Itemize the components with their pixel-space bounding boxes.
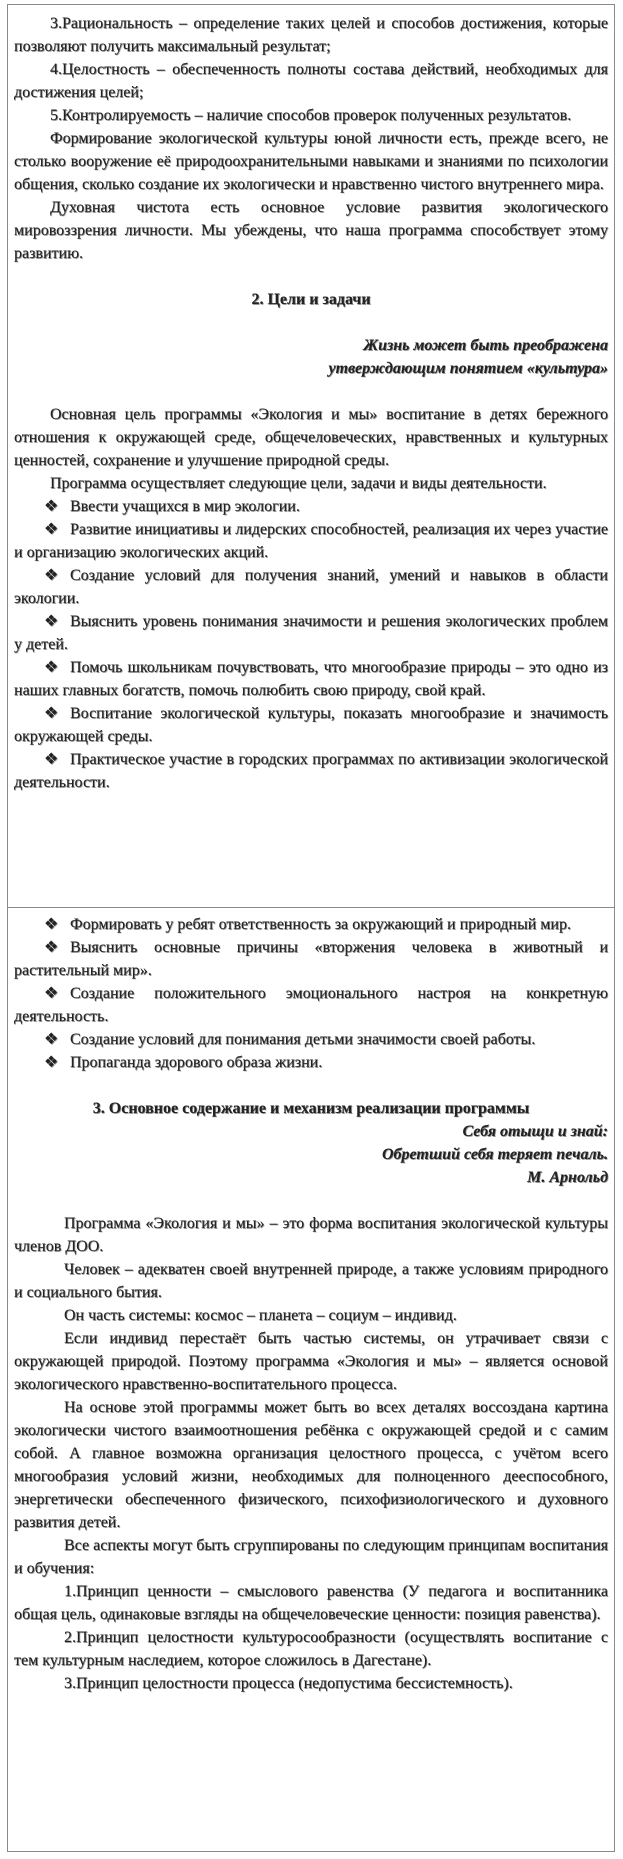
paragraph: 4.Целостность – обеспеченность полноты состава действий, необходимых для достижения целей;: [14, 61, 608, 101]
list-item: ❖ Практическое участие в городских программах по активизации экологической деятельности.: [14, 748, 608, 794]
diamond-bullet-icon: ❖: [44, 985, 59, 1002]
list-item: ❖ Ввести учащихся в мир экологии.: [14, 495, 608, 518]
list-item: ❖ Создание условий для понимания детьми значимости своей работы.: [14, 1028, 608, 1051]
diamond-bullet-icon: ❖: [44, 705, 59, 722]
paragraph: Все аспекты могут быть сгруппированы по следующим принципам воспитания и обучения:: [14, 1537, 608, 1577]
diamond-bullet-icon: ❖: [44, 939, 59, 956]
paragraph: 3.Рациональность – определение таких целей и способов достижения, которые позволяют получить максимальный результат;: [14, 15, 608, 55]
text-block-1: [14, 12, 608, 794]
epigraph-line: Себя отыщи и знай:: [462, 1123, 608, 1140]
diamond-bullet-icon: ❖: [44, 613, 59, 630]
diamond-bullet-icon: ❖: [44, 567, 59, 584]
diamond-bullet-icon: ❖: [44, 1031, 59, 1048]
paragraph: Программа осуществляет следующие цели, задачи и виды деятельности.: [50, 475, 547, 492]
diamond-bullet-icon: ❖: [44, 751, 59, 768]
list-item: ❖ Создание условий для получения знаний, умений и навыков в области экологии.: [14, 564, 608, 610]
paragraph: 2.Принцип целостности культуросообразности (осуществлять воспитание с тем культурным наследием, которое сложилось в Дагестане).: [14, 1629, 608, 1669]
diamond-bullet-icon: ❖: [44, 916, 59, 933]
list-item: ❖ Формировать у ребят ответственность за окружающий и природный мир.: [14, 913, 608, 936]
list-item: ❖ Создание положительного эмоционального настроя на конкретную деятельность.: [14, 982, 608, 1028]
paragraph: 1.Принцип ценности – смыслового равенства (У педагога и воспитанника общая цель, одинаковые взгляды на общечеловеческие ценности: позиция равенства).: [14, 1583, 608, 1623]
list-item: ❖ Выяснить уровень понимания значимости и решения экологических проблем у детей.: [14, 610, 608, 656]
paragraph: Человек – адекватен своей внутренней природе, а также условиям природного и социального бытия.: [14, 1261, 608, 1301]
paragraph: Если индивид перестаёт быть частью системы, он утрачивает связи с окружающей природой. Поэтому программа «Экология и мы» – является основой экологического нравственно-воспитательного процесса.: [14, 1330, 608, 1393]
list-item: ❖ Помочь школьникам почувствовать, что многообразие природы – это одно из наших главных богатств, помочь полюбить свою природу, свой край.: [14, 656, 608, 702]
diamond-bullet-icon: ❖: [44, 1054, 59, 1071]
paragraph: Основная цель программы «Экология и мы» воспитание в детях бережного отношения к окружающей среде, общечеловеческих, нравственных и культурных ценностей, сохранение и улучшение природной среды.: [14, 406, 608, 469]
section-heading: 2. Цели и задачи: [251, 291, 371, 308]
paragraph: Он часть системы: космос – планета – социум – индивид.: [64, 1307, 457, 1324]
list-item: ❖ Воспитание экологической культуры, показать многообразие и значимость окружающей среды.: [14, 702, 608, 748]
epigraph-author: М. Арнольд: [527, 1169, 608, 1186]
paragraph: 5.Контролируемость – наличие способов проверок полученных результатов.: [50, 107, 572, 124]
diamond-bullet-icon: ❖: [44, 659, 59, 676]
paragraph: Формирование экологической культуры юной личности есть, прежде всего, не столько вооружение её природоохранительными навыками и знаниями по психологии общения, сколько создание их экологически и нравственно чистого внутреннего мира.: [14, 130, 608, 193]
diamond-bullet-icon: ❖: [44, 521, 59, 538]
paragraph: 3.Принцип целостности процесса (недопустима бессистемность).: [64, 1675, 513, 1692]
epigraph-line: Обретший себя теряет печаль.: [381, 1146, 608, 1163]
paragraph: Программа «Экология и мы» – это форма воспитания экологической культуры членов ДОО.: [14, 1215, 608, 1255]
epigraph-line: Жизнь может быть преображена: [363, 337, 608, 354]
paragraph: Духовная чистота есть основное условие развития экологического мировоззрения личности. Мы убеждены, что наша программа способствует этому развитию.: [14, 199, 608, 262]
list-item: ❖ Пропаганда здорового образа жизни.: [14, 1051, 608, 1074]
paragraph: На основе этой программы может быть во всех деталях воссоздана картина экологически чистого взаимоотношения ребёнка с окружающей средой и с самим собой. А главное возможна организация целостного процесса, с учётом всего многообразия условий жизни, необходимых для полноценного дееспособного, энергетически обеспеченного физического, психофизиологического и духовного развития детей.: [14, 1399, 608, 1531]
diamond-bullet-icon: ❖: [44, 498, 59, 515]
epigraph-line: утверждающим понятием «культура»: [328, 360, 608, 377]
list-item: ❖ Развитие инициативы и лидерских способностей, реализация их через участие и организацию экологических акций.: [14, 518, 608, 564]
text-block-2: [14, 913, 608, 1695]
list-item: ❖ Выяснить основные причины «вторжения человека в животный и растительный мир».: [14, 936, 608, 982]
section-heading: 3. Основное содержание и механизм реализации программы: [92, 1100, 530, 1117]
